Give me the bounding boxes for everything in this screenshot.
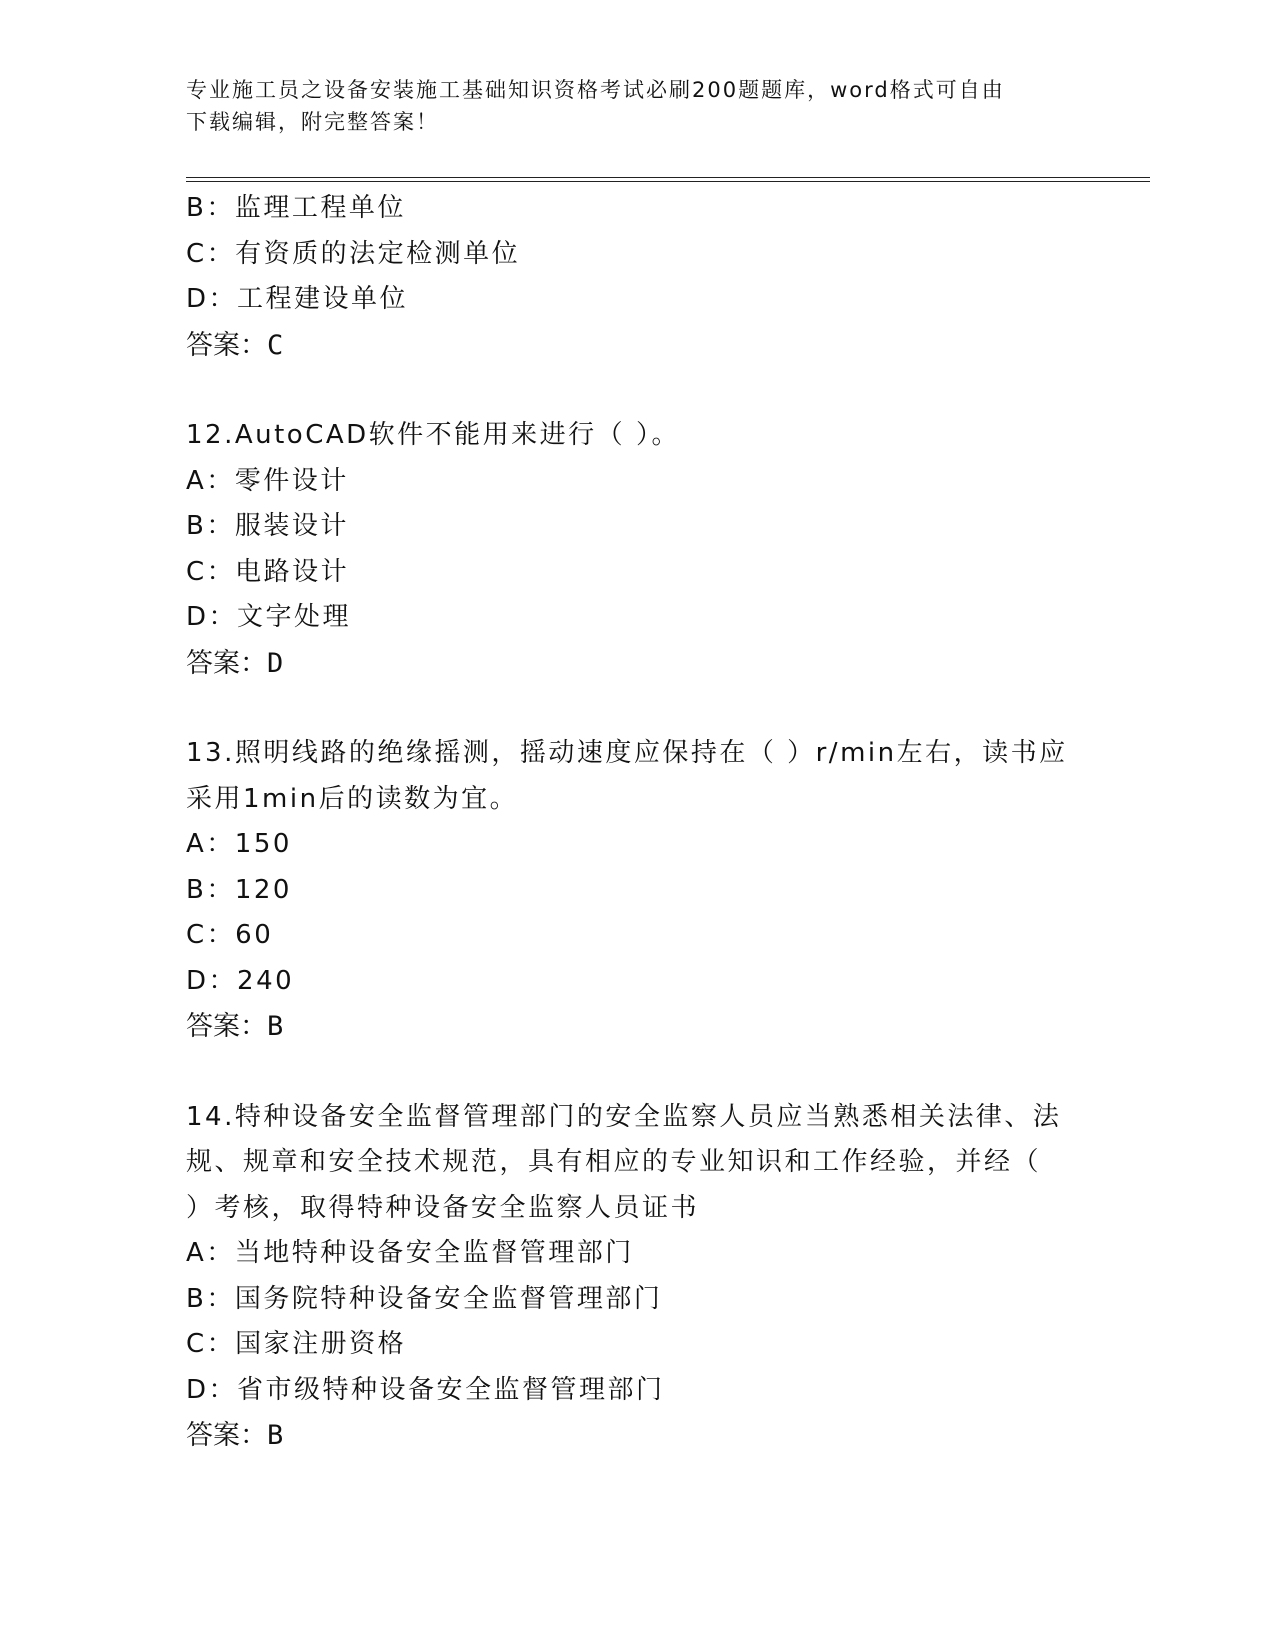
option-key: A： — [186, 465, 235, 496]
option-text: 服装设计 — [234, 511, 349, 541]
option-row — [186, 868, 1086, 914]
option-text: 电路设计 — [235, 556, 350, 587]
question-stem: 12.AutoCAD软件不能用来进行（ ）。 — [186, 420, 680, 450]
option-row — [186, 595, 1086, 641]
option-row — [186, 1368, 1086, 1414]
question-stem: ）考核，取得特种设备安全监察人员证书 — [186, 1192, 700, 1223]
option-key: C： — [186, 1329, 236, 1359]
question-14 — [186, 1095, 1086, 1459]
option-key: B： — [186, 874, 235, 905]
option-text: 监理工程单位 — [234, 193, 406, 223]
option-row — [186, 550, 1086, 596]
option-key: B： — [186, 193, 235, 223]
answer-line: 答案：D — [186, 647, 284, 679]
header-divider-bottom — [186, 181, 1150, 182]
option-text: 120 — [234, 874, 292, 905]
option-key: A： — [186, 829, 235, 859]
option-text: 150 — [234, 829, 292, 859]
option-row — [186, 1322, 1086, 1368]
option-key: C： — [186, 238, 236, 269]
option-row — [186, 1231, 1086, 1277]
question-spacer — [186, 368, 1086, 413]
answer-line: 答案：B — [186, 1420, 284, 1451]
option-row — [186, 1277, 1086, 1323]
option-text: 工程建设单位 — [237, 284, 409, 314]
option-text: 省市级特种设备安全监督管理部门 — [237, 1374, 665, 1405]
option-text: 零件设计 — [234, 465, 349, 496]
option-text: 文字处理 — [237, 602, 352, 632]
option-text: 国务院特种设备安全监督管理部门 — [234, 1283, 663, 1314]
question-stem: 14.特种设备安全监督管理部门的安全监察人员应当熟悉相关法律、法 — [186, 1101, 1062, 1132]
option-row — [186, 459, 1086, 505]
option-row — [186, 277, 1086, 323]
question-12 — [186, 413, 1086, 686]
option-key: B： — [186, 1283, 235, 1314]
header-line-2: 下载编辑，附完整答案！ — [186, 110, 439, 134]
option-key: D： — [186, 1374, 238, 1405]
document-header — [186, 74, 1066, 138]
option-key: C： — [186, 556, 236, 587]
option-row — [186, 186, 1086, 232]
answer-line: 答案：B — [186, 1011, 284, 1042]
option-row — [186, 913, 1086, 959]
option-key: D： — [186, 965, 238, 996]
option-text: 有资质的法定检测单位 — [235, 238, 521, 269]
header-line-1: 专业施工员之设备安装施工基础知识资格考试必刷200题题库，word格式可自由 — [186, 78, 1005, 102]
option-text: 60 — [235, 920, 274, 950]
question-13 — [186, 731, 1086, 1050]
option-key: C： — [186, 920, 236, 950]
question-stem: 规、规章和安全技术规范，具有相应的专业知识和工作经验，并经（ — [186, 1147, 1042, 1177]
question-stem: 13.照明线路的绝缘摇测，摇动速度应保持在（ ）r/min左右，读书应 — [186, 738, 1068, 768]
question-stem: 采用1min后的读数为宜。 — [186, 783, 519, 814]
question-spacer — [186, 1050, 1086, 1095]
option-text: 240 — [237, 965, 295, 996]
question-partial — [186, 186, 1086, 368]
option-text: 当地特种设备安全监督管理部门 — [234, 1238, 634, 1268]
answer-line: 答案：C — [186, 329, 284, 361]
option-row — [186, 504, 1086, 550]
question-spacer — [186, 686, 1086, 731]
question-list — [186, 186, 1086, 1459]
option-key: B： — [186, 511, 235, 541]
option-key: D： — [186, 284, 238, 314]
option-row — [186, 959, 1086, 1005]
option-key: A： — [186, 1238, 235, 1268]
header-divider-top — [186, 177, 1150, 178]
option-row — [186, 232, 1086, 278]
option-row — [186, 822, 1086, 868]
option-key: D： — [186, 602, 238, 632]
option-text: 国家注册资格 — [235, 1329, 407, 1359]
